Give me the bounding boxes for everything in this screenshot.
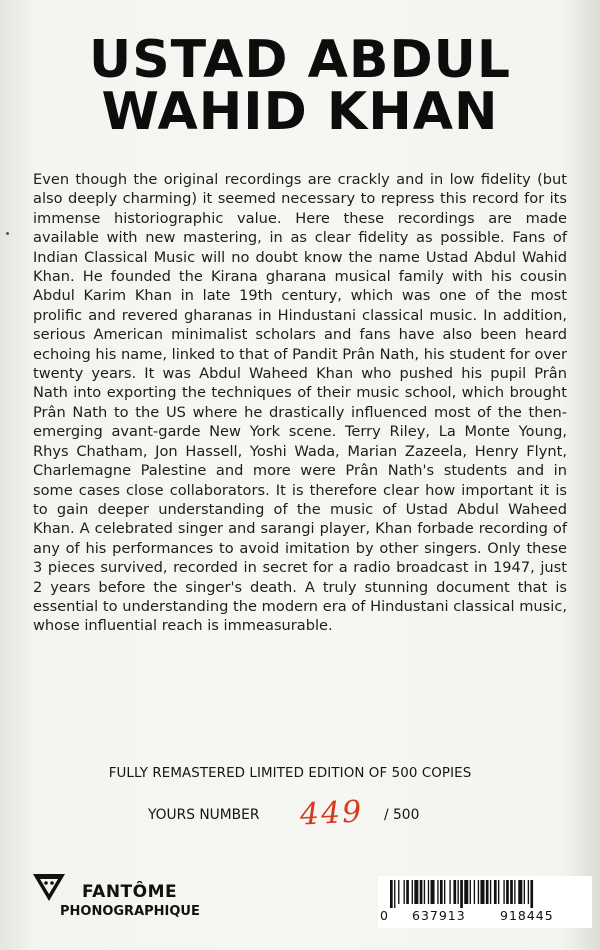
label-logo bbox=[32, 868, 262, 924]
logo-line-1: FANTÔME bbox=[82, 882, 178, 902]
barcode-bar bbox=[518, 880, 522, 904]
barcode-bar bbox=[420, 880, 423, 904]
barcode-bar bbox=[528, 880, 529, 904]
barcode-bar bbox=[414, 880, 418, 904]
barcode-bar bbox=[494, 880, 497, 904]
barcode-bar bbox=[478, 880, 479, 904]
barcode-bar bbox=[470, 880, 471, 904]
barcode-bar bbox=[498, 880, 499, 904]
barcode-bar bbox=[514, 880, 515, 904]
barcode-bar bbox=[390, 880, 393, 908]
handwritten-copy-number: 449 bbox=[299, 794, 365, 833]
barcode-bar bbox=[480, 880, 484, 904]
edition-total: / 500 bbox=[384, 807, 420, 823]
barcode-bar bbox=[398, 880, 399, 904]
title-line-2: WAHID KHAN bbox=[101, 82, 499, 142]
barcode-group-1: 637913 bbox=[412, 908, 466, 923]
barcode-bar bbox=[464, 880, 468, 904]
barcode-bars bbox=[390, 880, 586, 908]
dust-speck bbox=[6, 232, 9, 235]
liner-notes: Even though the original recordings are crackly and in low fidelity (but also deeply charming) it seemed necessary to repress this record for its immense historiographic value. Here these recordings are made available with new mastering, in as clear fidelity as possible. Fans of Indian Classical Music will no doubt know the name Ustad Abdul Wahid Khan. He founded the Kirana gharana musical family with his cousin Abdul Karim Khan in late 19th century, which was one of the most prolific and revered gharanas in Hindustani classical music. In addition, serious American minimalist scholars and fans have also been heard echoing his name, linked to that of Pandit Prân Nath, his student for over twenty years. It was Abdul Waheed Khan who pushed his pupil Prân Nath into exporting the techniques of their music school, which brought Prân Nath to the US where he drastically influenced most of the then-emerging avant-garde New York scene. Terry Riley, La Monte Young, Rhys Chatham, Jon Hassell, Yoshi Wada, Marian Zazeela, Henry Flynt, Charlemagne Palestine and more were Prân Nath's students and in some cases close collaborators. It is therefore clear how important it is to gain deeper understanding of the music of Ustad Abdul Waheed Khan. A celebrated singer and sarangi player, Khan forbade recording of any of his performances to avoid imitation by other singers. Only these 3 pieces survived, recorded in secret for a radio broadcast in 1947, just 2 years before the singer's death. A truly stunning document that is essential to understanding the modern era of Hindustani classical music, whose influential reach is immeasurable. bbox=[33, 171, 567, 635]
barcode bbox=[378, 876, 592, 928]
title-line-1: USTAD ABDUL bbox=[88, 30, 512, 90]
barcode-bar bbox=[431, 880, 435, 904]
barcode-bar bbox=[424, 880, 425, 904]
barcode-bar bbox=[486, 880, 489, 904]
album-title bbox=[14, 30, 586, 142]
barcode-bar bbox=[404, 880, 405, 904]
barcode-bar bbox=[530, 880, 533, 908]
barcode-bar bbox=[458, 880, 459, 904]
ghost-triangle-icon bbox=[32, 872, 66, 902]
barcode-bar bbox=[474, 880, 475, 904]
barcode-bar bbox=[440, 880, 443, 904]
barcode-bar bbox=[444, 880, 445, 904]
barcode-bar bbox=[506, 880, 509, 904]
barcode-group-2: 918445 bbox=[500, 908, 554, 923]
barcode-bar bbox=[453, 880, 456, 904]
barcode-bar bbox=[394, 880, 395, 908]
barcode-bar bbox=[460, 880, 463, 908]
barcode-digit-first: 0 bbox=[380, 908, 388, 923]
barcode-bar bbox=[406, 880, 409, 904]
barcode-bar bbox=[490, 880, 491, 904]
edition-note: FULLY REMASTERED LIMITED EDITION OF 500 COPIES bbox=[108, 766, 472, 781]
barcode-bar bbox=[428, 880, 429, 904]
barcode-bar bbox=[449, 880, 450, 904]
barcode-bar bbox=[412, 880, 413, 904]
number-label: YOURS NUMBER bbox=[148, 807, 260, 823]
barcode-bar bbox=[510, 880, 513, 904]
logo-line-2: PHONOGRAPHIQUE bbox=[60, 904, 200, 919]
barcode-bar bbox=[503, 880, 504, 904]
barcode-bar bbox=[524, 880, 525, 904]
barcode-bar bbox=[437, 880, 438, 904]
